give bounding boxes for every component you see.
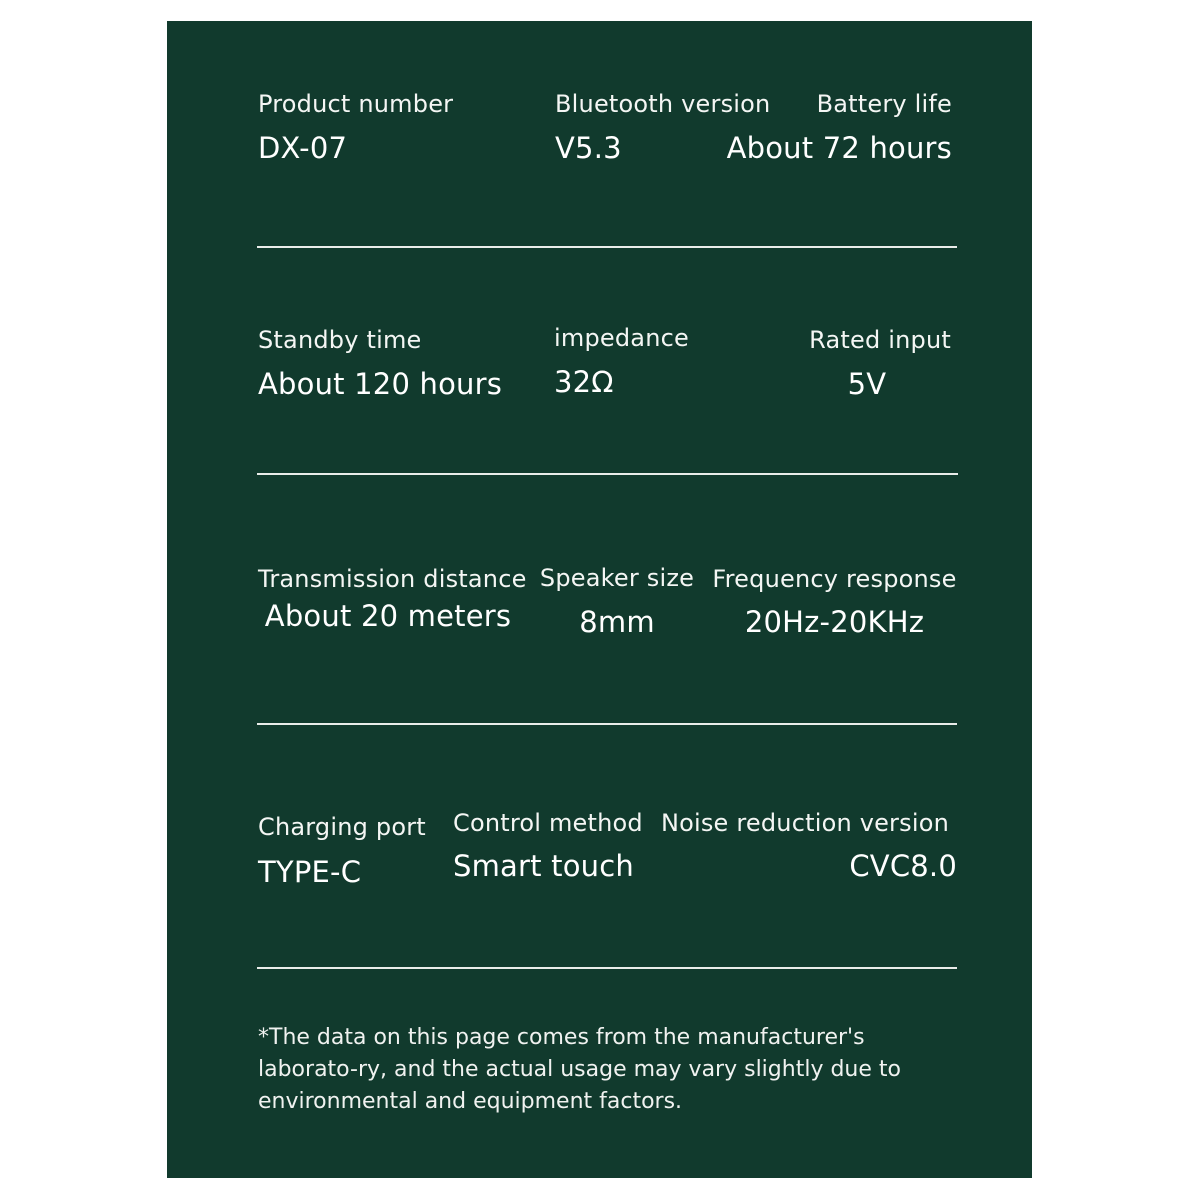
battery-life-value: About 72 hours: [726, 131, 952, 165]
transmission-distance-value: About 20 meters: [264, 599, 512, 633]
control-method-value: Smart touch: [453, 849, 634, 883]
noise-reduction-label: Noise reduction version: [660, 809, 949, 837]
product-number-value: DX-07: [258, 131, 348, 165]
charging-port-value: TYPE-C: [258, 855, 362, 889]
spec-panel: [167, 21, 1032, 1178]
impedance-label: impedance: [554, 324, 689, 352]
standby-time-value: About 120 hours: [258, 367, 503, 401]
divider-2: [257, 473, 958, 475]
footnote: *The data on this page comes from the manufacturer's laborato-ry, and the actual usage may vary slightly due to environmental and equipment factors.: [258, 1025, 901, 1114]
frequency-response-value: 20Hz-20KHz: [744, 605, 925, 639]
battery-life-label: Battery life: [816, 90, 952, 118]
bluetooth-version-value: V5.3: [555, 131, 622, 165]
speaker-size-value: 8mm: [579, 605, 655, 639]
rated-input-label: Rated input: [809, 326, 951, 354]
impedance-value: 32Ω: [554, 365, 614, 399]
product-number-label: Product number: [258, 90, 454, 118]
transmission-distance-label: Transmission distance: [258, 565, 527, 593]
bluetooth-version-label: Bluetooth version: [555, 90, 771, 118]
divider-3: [257, 723, 957, 725]
divider-1: [257, 246, 957, 248]
control-method-label: Control method: [453, 809, 643, 837]
noise-reduction-value: CVC8.0: [849, 849, 957, 883]
divider-4: [257, 967, 957, 969]
speaker-size-label: Speaker size: [539, 564, 695, 592]
frequency-response-label: Frequency response: [712, 565, 957, 593]
charging-port-label: Charging port: [258, 813, 426, 841]
rated-input-value: 5V: [847, 367, 887, 401]
standby-time-label: Standby time: [258, 326, 422, 354]
